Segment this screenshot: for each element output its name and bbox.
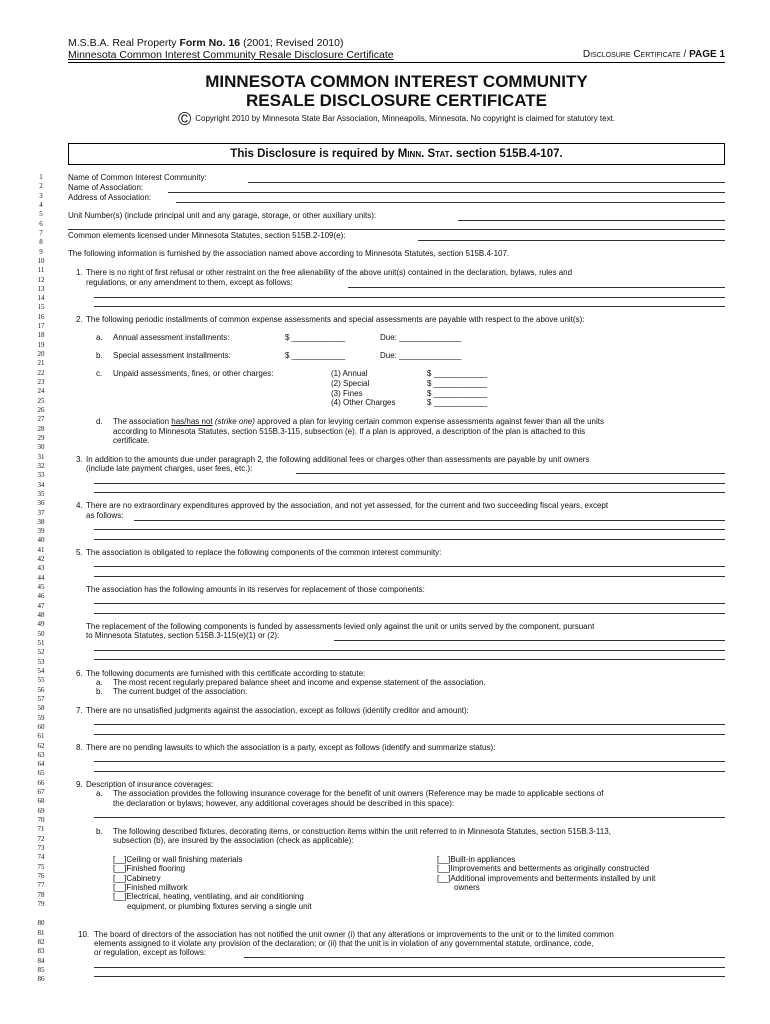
line-number: 69	[37, 806, 45, 815]
item9-number: 9.	[76, 780, 83, 789]
line-number: 61	[37, 732, 45, 741]
line-number: 30	[37, 443, 45, 452]
line-number: 79	[37, 899, 45, 908]
item4-field-2[interactable]	[94, 529, 725, 530]
additional-text-cont: owners	[454, 883, 480, 892]
line-number: 60	[37, 722, 45, 731]
line-number: 13	[37, 284, 45, 293]
line-number: 14	[37, 294, 45, 303]
funded-text-2: to Minnesota Statutes, section 515B.3-115(e)(1) or (2):	[86, 631, 280, 640]
funded-text: The replacement of the following components is funded by assessments levied only against the unit or units served by the component, pursuant	[86, 622, 595, 631]
line-number: 25	[37, 396, 45, 405]
item2-number: 2.	[76, 315, 83, 324]
line-number: 65	[37, 769, 45, 778]
item1-number: 1.	[76, 268, 83, 277]
line-number: 26	[37, 406, 45, 414]
line-number: 42	[37, 555, 45, 564]
line-number: 32	[37, 461, 45, 470]
page-label: Disclosure Certificate / PAGE 1	[582, 49, 725, 60]
item2b-letter: b.	[96, 351, 103, 360]
unit-numbers-field-2[interactable]	[68, 229, 725, 230]
item2c-fines-amount[interactable]: $ ____________	[427, 389, 488, 398]
item9b-text: The following described fixtures, decorating items, or construction items within the unit referred to in Minnesota Statutes, section 515B.3-113,	[113, 827, 611, 836]
line-number: 43	[37, 564, 45, 573]
copyright-notice: © Copyright 2010 by Minnesota State Bar Association, Minneapolis, Minnesota. No copyright is claimed for statutory text.	[177, 109, 616, 129]
item3-text-2: (include late payment charges, user fees, etc.):	[86, 464, 253, 473]
line-number: 8	[39, 238, 43, 247]
item4-field-3[interactable]	[94, 539, 725, 540]
line-number: 1	[39, 173, 43, 181]
item2c-letter: c.	[96, 369, 103, 378]
line-number: 22	[37, 368, 45, 377]
checkbox-ceiling[interactable]: [__]	[113, 855, 127, 864]
item6a-letter: a.	[96, 678, 103, 687]
form-title-line	[68, 49, 725, 63]
line-number: 66	[37, 778, 45, 787]
item2b-due[interactable]: Due: ______________	[380, 351, 462, 360]
item9a-text-2: the declaration or bylaws; however, any additional coverages should be described in this space):	[113, 799, 455, 808]
item5-field[interactable]	[94, 566, 725, 567]
line-number: 52	[37, 648, 45, 657]
page-header	[68, 37, 725, 63]
line-number: 40	[37, 536, 45, 545]
line-number: 37	[37, 508, 45, 517]
item2a-label: Annual assessment installments:	[113, 333, 230, 342]
line-number: 41	[37, 545, 45, 554]
item3-field-2[interactable]	[94, 483, 725, 484]
item2c-other-amount[interactable]: $ ____________	[427, 398, 488, 407]
line-number: 4	[39, 200, 43, 209]
line-number: 45	[37, 583, 45, 592]
item3-text: In addition to the amounts due under paragraph 2, the following additional fees or charges other than assessments are payable by unit owners	[86, 455, 590, 464]
line-number: 24	[37, 387, 45, 396]
item1-text-2: regulations, or any amendment to them, except as follows:	[86, 278, 293, 287]
line-number: 39	[37, 527, 45, 536]
item1-field-2[interactable]	[94, 297, 725, 298]
item5-field-2[interactable]	[94, 576, 725, 577]
line-number: 21	[37, 359, 45, 368]
checkbox-row-appliances[interactable]: [__]Built-in appliances	[437, 855, 516, 864]
line-number: 48	[37, 611, 45, 620]
item9b-text-2: subsection (b), are insured by the association (check as applicable):	[113, 836, 354, 845]
item1-field-3[interactable]	[94, 306, 725, 307]
item10-number: 10.	[78, 930, 90, 939]
line-number: 76	[37, 872, 45, 880]
requirement-banner: This Disclosure is required by Minn. Stat. section 515B.4-107.	[68, 143, 725, 165]
checkbox-row-ceiling[interactable]: [__]Ceiling or wall finishing materials	[113, 855, 243, 864]
line-number: 62	[37, 741, 45, 750]
item3-number: 3.	[76, 455, 83, 464]
line-number: 20	[37, 350, 45, 359]
item2c-annual-amount[interactable]: $ ____________	[427, 369, 488, 378]
item5-number: 5.	[76, 548, 83, 557]
line-number: 73	[37, 844, 45, 853]
line-number: 23	[37, 378, 45, 387]
form-id-line: M.S.B.A. Real Property Form No. 16 (2001; Revised 2010)	[68, 37, 344, 49]
line-number: 75	[37, 862, 45, 871]
checkbox-row-millwork[interactable]: [__]Finished millwork	[113, 883, 188, 892]
line-number: 31	[37, 452, 45, 461]
line-number: 50	[37, 629, 45, 638]
item7-number: 7.	[76, 706, 83, 715]
line-number: 35	[37, 489, 45, 498]
statute-name: Minn. Stat.	[397, 148, 453, 160]
line-number: 78	[37, 890, 45, 899]
item8-text: There are no pending lawsuits to which the association is a party, except as follows (identify and summarize status):	[86, 743, 496, 752]
item8-field-2[interactable]	[94, 771, 725, 772]
line-number: 83	[37, 947, 45, 956]
line-number: 70	[37, 816, 45, 825]
line-number: 63	[37, 750, 45, 759]
item10-field-3[interactable]	[94, 976, 725, 977]
item5-text: The association is obligated to replace the following components of the common interest community:	[86, 548, 442, 557]
line-number: 18	[37, 331, 45, 340]
item4-field[interactable]	[134, 520, 725, 521]
item3-field[interactable]	[296, 473, 725, 474]
reserves-text: The association has the following amounts in its reserves for replacement of those components:	[86, 585, 425, 594]
line-number: 47	[37, 601, 45, 610]
item2d-text-2: according to Minnesota Statutes, section 515B.3-115, subsection (e). If a plan is approved, a description of the plan is attached to this	[113, 427, 586, 436]
item2c-special-amount[interactable]: $ ____________	[427, 379, 488, 388]
page-number: PAGE 1	[689, 49, 725, 60]
item8-number: 8.	[76, 743, 83, 752]
line-number: 17	[37, 322, 45, 331]
line-number: 58	[37, 704, 45, 713]
reserves-field-2[interactable]	[94, 613, 725, 614]
association-address-field[interactable]	[176, 202, 725, 203]
line-number: 2	[39, 182, 43, 191]
checkbox-electrical[interactable]: [__]	[113, 892, 127, 901]
item2c-annual: (1) Annual	[331, 369, 368, 378]
reserves-field[interactable]	[94, 603, 725, 604]
line-number: 44	[37, 573, 45, 582]
item2c-special: (2) Special	[331, 379, 370, 388]
item6-number: 6.	[76, 669, 83, 678]
item2b-amount[interactable]: $ ____________	[285, 351, 346, 360]
line-number: 59	[37, 713, 45, 722]
item9b-letter: b.	[96, 827, 103, 836]
line-number: 33	[37, 471, 45, 480]
line-number: 49	[37, 620, 45, 629]
checkbox-row-additional[interactable]: [__]Additional improvements and betterments installed by unit	[437, 874, 656, 883]
item10-text-3: or regulation, except as follows:	[94, 948, 207, 957]
line-number: 55	[37, 676, 45, 685]
item2d-text: The association has/has not (strike one) approved a plan for levying certain common expense assessments against fewer than all the units	[113, 417, 604, 426]
item2c-fines: (3) Fines	[331, 389, 363, 398]
line-number: 80	[37, 919, 45, 928]
item2a-letter: a.	[96, 333, 103, 342]
item10-text-2: elements assigned to it violate any provision of the declaration; or (ii) that the unit is in violation of any governmental statute, ordinance, code,	[94, 939, 594, 948]
association-name-label: Name of Association:	[68, 183, 144, 192]
item6a-text: The most recent regularly prepared balance sheet and income and expense statement of the association.	[113, 678, 486, 687]
checkbox-row-electrical[interactable]: [__]Electrical, heating, ventilating, and air conditioning	[113, 892, 304, 901]
line-number: 46	[37, 592, 45, 601]
line-number: 85	[37, 965, 45, 974]
item2a-due[interactable]: Due: ______________	[380, 333, 462, 342]
item6b-letter: b.	[96, 687, 103, 696]
line-number: 51	[37, 639, 45, 647]
item2d-text-3: certificate.	[113, 436, 150, 445]
line-number: 67	[37, 788, 45, 797]
item2b-label: Special assessment installments:	[113, 351, 231, 360]
line-number: 11	[37, 266, 45, 275]
item7-field[interactable]	[94, 724, 725, 725]
item9-text: Description of insurance coverages:	[86, 780, 214, 789]
community-name-label: Name of Common Interest Community:	[68, 173, 207, 182]
checkbox-flooring[interactable]: [__]	[113, 864, 127, 873]
checkbox-row-improvements[interactable]: [__]Improvements and betterments as originally constructed	[437, 864, 650, 873]
checkbox-row-flooring[interactable]: [__]Finished flooring	[113, 864, 186, 873]
common-elements-field[interactable]	[418, 240, 725, 241]
line-number: 68	[37, 797, 45, 806]
line-number: 82	[37, 937, 45, 946]
funded-field[interactable]	[334, 640, 725, 641]
checkbox-appliances[interactable]: [__]	[437, 855, 451, 864]
line-number: 3	[39, 191, 43, 200]
form-number: Form No. 16	[179, 37, 241, 49]
line-number: 81	[37, 928, 45, 937]
copyright-icon: ©	[177, 109, 192, 129]
line-number: 54	[37, 666, 45, 675]
association-address-label: Address of Association:	[68, 193, 152, 202]
line-number: 38	[37, 517, 45, 526]
line-number: 74	[37, 853, 45, 862]
common-elements-label: Common elements licensed under Minnesota Statutes, section 515B.2-109(e):	[68, 231, 346, 240]
line-number: 27	[37, 415, 45, 424]
line-number: 28	[37, 424, 45, 433]
item4-text-2: as follows:	[86, 511, 124, 520]
line-number: 12	[37, 275, 45, 284]
line-number: 57	[37, 694, 45, 703]
item4-number: 4.	[76, 501, 83, 510]
line-number: 19	[37, 340, 45, 349]
document-title: MINNESOTA COMMON INTEREST COMMUNITY RESALE DISCLOSURE CERTIFICATE	[205, 72, 588, 110]
line-number: 10	[37, 256, 45, 265]
line-number: 34	[37, 480, 45, 489]
association-name-field[interactable]	[168, 192, 725, 193]
funded-field-3[interactable]	[94, 659, 725, 660]
checkbox-cabinetry[interactable]: [__]	[113, 874, 127, 883]
checkbox-millwork[interactable]: [__]	[113, 883, 127, 892]
item9a-text: The association provides the following insurance coverage for the benefit of unit owners (Reference may be made to applicable sections of	[113, 789, 604, 798]
item2a-amount[interactable]: $ ____________	[285, 333, 346, 342]
checkbox-row-cabinetry[interactable]: [__]Cabinetry	[113, 874, 161, 883]
form-title: Minnesota Common Interest Community Resale Disclosure Certificate	[68, 49, 394, 61]
item4-text: There are no extraordinary expenditures approved by the association, and not yet assessed, for the current and two succeeding fiscal years, except	[86, 501, 609, 510]
line-number: 36	[37, 499, 45, 508]
line-number: 29	[37, 433, 45, 442]
has-has-not-choice[interactable]: has/has not	[171, 417, 213, 426]
item2d-letter: d.	[96, 417, 103, 426]
item8-field[interactable]	[94, 761, 725, 762]
line-number: 16	[37, 312, 45, 321]
item9a-letter: a.	[96, 789, 103, 798]
item2c-label: Unpaid assessments, fines, or other charges:	[113, 369, 274, 378]
item10-field-2[interactable]	[94, 967, 725, 968]
line-number: 7	[39, 228, 43, 237]
community-name-field[interactable]	[248, 182, 725, 183]
item7-text: There are no unsatisfied judgments against the association, except as follows (identify creditor and amount):	[86, 706, 469, 715]
line-number: 77	[37, 881, 45, 890]
item6b-text: The current budget of the association.	[113, 687, 248, 696]
checkbox-additional[interactable]: [__]	[437, 874, 451, 883]
line-number: 53	[37, 657, 45, 666]
line-number: 84	[37, 956, 45, 965]
item6-text: The following documents are furnished with this certificate according to statute:	[86, 669, 366, 678]
line-number: 71	[37, 825, 45, 834]
item2c-other: (4) Other Charges	[331, 398, 396, 407]
item3-field-3[interactable]	[94, 492, 725, 493]
item10-field[interactable]	[244, 957, 725, 958]
line-number: 72	[37, 834, 45, 843]
item2-text: The following periodic installments of common expense assessments and special assessments are payable with respect to the above unit(s):	[86, 315, 585, 324]
unit-numbers-field[interactable]	[458, 220, 725, 221]
unit-numbers-label: Unit Number(s) (include principal unit and any garage, storage, or other auxiliary units):	[68, 211, 377, 220]
line-number: 56	[37, 685, 45, 694]
item7-field-2[interactable]	[94, 734, 725, 735]
checkbox-improvements[interactable]: [__]	[437, 864, 451, 873]
electrical-text-cont: equipment, or plumbing fixtures serving a single unit	[127, 902, 312, 911]
intro-text: The following information is furnished by the association named above according to Minnesota Statutes, section 515B.4-107.	[68, 249, 510, 258]
item1-field[interactable]	[348, 287, 725, 288]
line-number: 9	[39, 247, 43, 256]
line-number: 64	[37, 760, 45, 769]
item9a-field[interactable]	[94, 817, 725, 818]
item1-text: There is no right of first refusal or other restraint on the free alienability of the above unit(s) contained in the declaration, bylaws, rules and	[86, 268, 573, 277]
line-number: 5	[39, 210, 43, 219]
funded-field-2[interactable]	[94, 650, 725, 651]
line-number: 15	[37, 303, 45, 312]
item10-text: The board of directors of the association has not notified the unit owner (i) that any alterations or improvements to the unit or to the limited common	[94, 930, 614, 939]
line-number: 6	[39, 219, 43, 228]
line-number: 86	[37, 975, 45, 984]
